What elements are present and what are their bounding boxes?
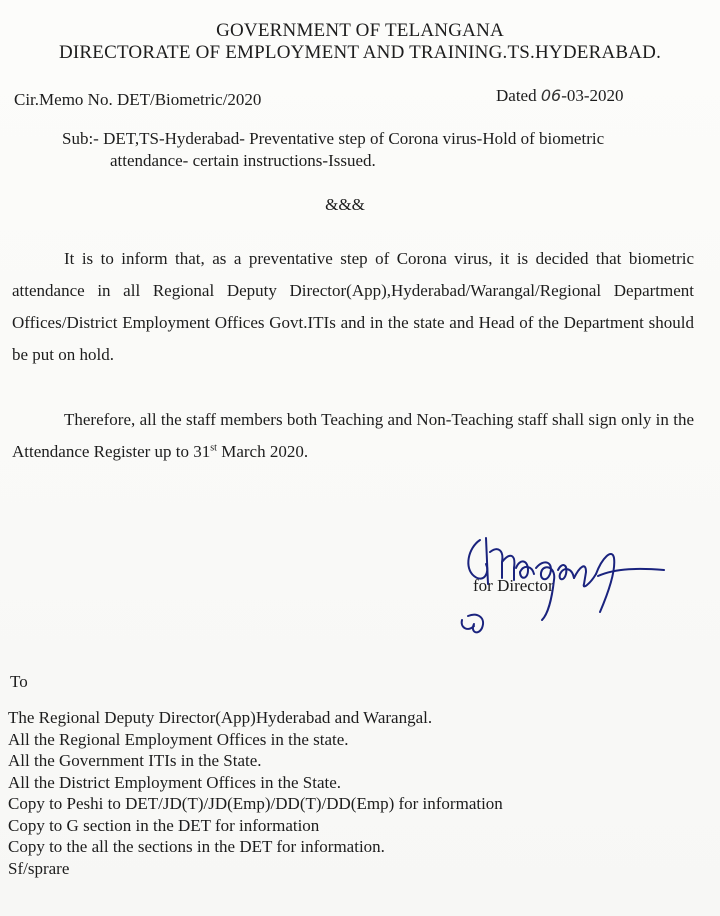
to-label: To — [10, 672, 28, 691]
header-directorate: DIRECTORATE OF EMPLOYMENT AND TRAINING.TS.HYDERABAD. — [58, 42, 662, 63]
recipient-item: All the District Employment Offices in the State. — [8, 772, 342, 792]
recipient-item: Copy to the all the sections in the DET for information. — [8, 837, 385, 856]
for-director-label: for Director — [473, 576, 554, 595]
recipient-item: All the Government ITIs in the State. — [8, 751, 262, 770]
handwritten-signature — [450, 528, 680, 638]
header-government: GOVERNMENT OF TELANGANA — [216, 20, 504, 41]
memo-date — [496, 86, 624, 106]
body-paragraph-2 — [12, 404, 694, 468]
dated-day-handwritten: 06 — [540, 86, 562, 105]
paragraph-2-text: Therefore, all the staff members both Teaching and Non-Teaching staff shall sign only in the Attendance Register up to 31 — [12, 410, 694, 461]
subject — [62, 128, 672, 172]
recipient-list — [8, 707, 608, 879]
recipient-item: All the Regional Employment Offices in the state. — [8, 729, 349, 749]
dated-label: Dated — [496, 86, 537, 105]
subject-line-1: Sub:- DET,TS-Hyderabad- Preventative step of Corona virus-Hold of biometric — [62, 129, 605, 148]
body-paragraph-1: It is to inform that, as a preventative step of Corona virus, it is decided that biometric attendance in all Regional Deputy Director(App),Hyderabad/Warangal/Regional Department Offices/District Employment Offices Govt.ITIs and in the state and Head of the Department should be put on hold. — [12, 249, 694, 364]
subject-line-2: attendance- certain instructions-Issued. — [110, 151, 376, 170]
dated-month-year: -03-2020 — [561, 86, 624, 105]
recipient-item: Copy to G section in the DET for information — [8, 815, 320, 835]
separator: &&& — [325, 195, 365, 214]
paragraph-2-superscript: st — [210, 442, 217, 454]
recipient-item: Sf/sprare — [8, 858, 70, 878]
memo-number: Cir.Memo No. DET/Biometric/2020 — [14, 90, 262, 109]
recipient-item: Copy to Peshi to DET/JD(T)/JD(Emp)/DD(T)/DD(Emp) for information — [8, 794, 503, 813]
paragraph-2-tail: March 2020. — [216, 442, 309, 461]
recipient-item: The Regional Deputy Director(App)Hyderabad and Warangal. — [8, 708, 433, 727]
